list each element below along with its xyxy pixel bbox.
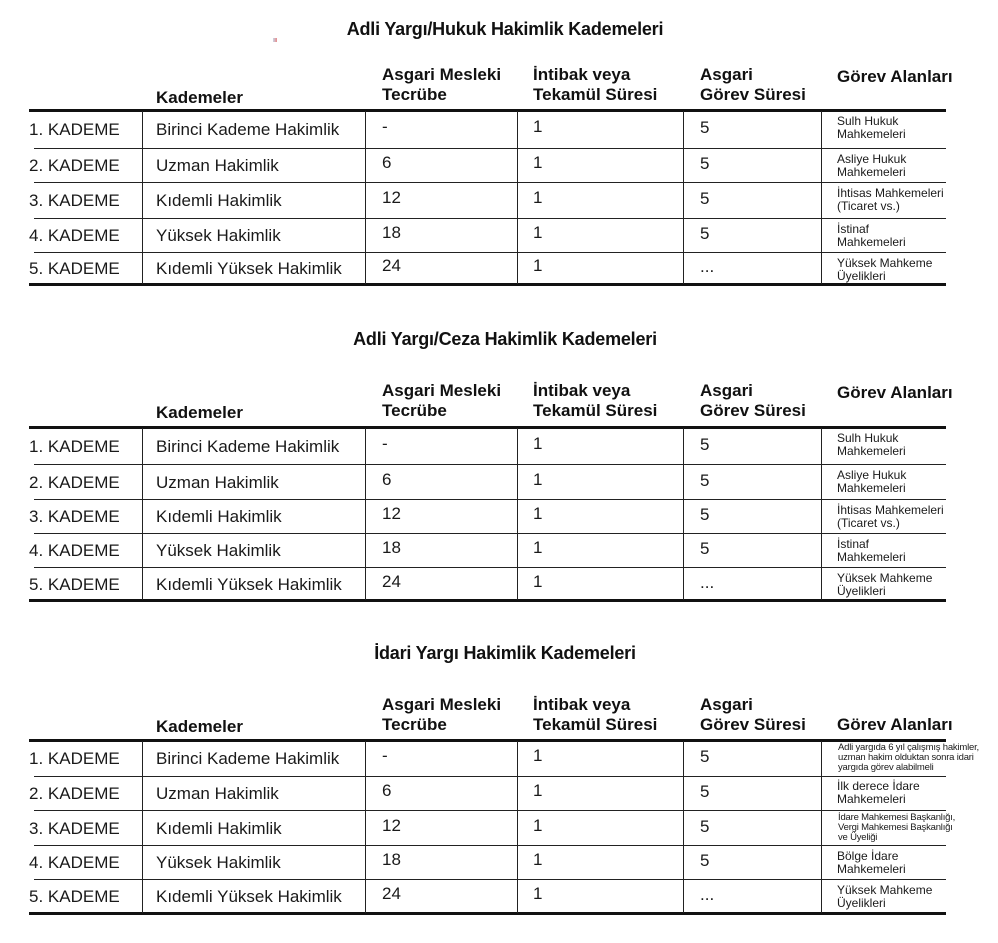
table-row — [29, 879, 946, 913]
cell-unvan: Yüksek Hakimlik — [156, 853, 281, 872]
cell-gorev-alani-line2: Mahkemeleri — [837, 235, 906, 249]
cell-intibak: 1 — [533, 746, 543, 765]
header-intibak-line1: İntibak veya — [533, 65, 631, 84]
header-gorev-suresi-line1: Asgari — [700, 695, 753, 714]
row-divider — [34, 776, 946, 777]
header-gorev-suresi-line2: Görev Süresi — [700, 715, 806, 734]
row-divider — [34, 499, 946, 500]
table-row — [29, 740, 979, 776]
cell-gorev-alani-line1: İstinaf — [837, 537, 870, 551]
cell-tecrube: - — [382, 117, 388, 136]
cell-intibak: 1 — [533, 470, 543, 489]
cell-gorev-alani-line2: (Ticaret vs.) — [837, 199, 900, 213]
cell-gorev-suresi: 5 — [700, 189, 710, 208]
cell-gorev-alani-line3: ve Üyeliği — [838, 832, 878, 843]
cell-gorev-alani-line1: Sulh Hukuk — [837, 114, 899, 128]
cell-intibak: 1 — [533, 117, 543, 136]
cell-unvan: Uzman Hakimlik — [156, 784, 279, 803]
cell-intibak: 1 — [533, 781, 543, 800]
table-row — [29, 182, 946, 218]
cell-gorev-suresi: ... — [700, 257, 715, 276]
section-title: Adli Yargı/Ceza Hakimlik Kademeleri — [353, 329, 657, 349]
kademe-table — [29, 110, 946, 287]
cell-kademe: 5. KADEME — [29, 259, 120, 278]
table-row — [29, 148, 946, 182]
kademe-table — [29, 740, 979, 916]
cell-gorev-suresi: 5 — [700, 224, 710, 243]
cell-gorev-alani-line1: Yüksek Mahkeme — [837, 883, 933, 897]
cell-gorev-alani-line1: İlk derece İdare — [837, 779, 920, 793]
cell-intibak: 1 — [533, 572, 543, 591]
row-divider — [34, 879, 946, 880]
cell-unvan: Kıdemli Hakimlik — [156, 507, 282, 526]
cell-gorev-alani-line2: Mahkemeleri — [837, 550, 906, 564]
header-intibak-line2: Tekamül Süresi — [533, 401, 658, 420]
cell-unvan: Uzman Hakimlik — [156, 156, 279, 175]
table-row — [29, 533, 946, 567]
header-gorev-suresi-line2: Görev Süresi — [700, 401, 806, 420]
cell-intibak: 1 — [533, 223, 543, 242]
table-row — [29, 810, 956, 845]
cell-unvan: Birinci Kademe Hakimlik — [156, 120, 340, 139]
cell-gorev-alani-line1: Sulh Hukuk — [837, 431, 899, 445]
cell-gorev-alani-line2: Mahkemeleri — [837, 127, 906, 141]
row-divider — [34, 464, 946, 465]
cell-gorev-alani-line2: Mahkemeleri — [837, 165, 906, 179]
section-title: Adli Yargı/Hukuk Hakimlik Kademeleri — [346, 19, 664, 39]
cell-gorev-alani-line2: Mahkemeleri — [837, 444, 906, 458]
cell-kademe: 2. KADEME — [29, 473, 120, 492]
cell-gorev-alani-line2: Üyelikleri — [837, 269, 886, 283]
cell-unvan: Yüksek Hakimlik — [156, 541, 281, 560]
row-divider — [34, 845, 946, 846]
cell-kademe: 5. KADEME — [29, 575, 120, 594]
header-kademeler: Kademeler — [156, 403, 243, 422]
header-mesleki-line2: Tecrübe — [382, 715, 447, 734]
cell-tecrube: 6 — [382, 470, 392, 489]
cell-gorev-alani-line1: İhtisas Mahkemeleri — [837, 186, 944, 200]
cell-gorev-alani-line2: Mahkemeleri — [837, 792, 906, 806]
header-gorev-suresi-line2: Görev Süresi — [700, 85, 806, 104]
cell-gorev-suresi: 5 — [700, 435, 710, 454]
cell-gorev-alani-line2: (Ticaret vs.) — [837, 516, 900, 530]
cell-gorev-alani-line2: Mahkemeleri — [837, 862, 906, 876]
header-mesleki-line1: Asgari Mesleki — [382, 381, 502, 400]
header-mesleki-line1: Asgari Mesleki — [382, 695, 502, 714]
row-divider — [34, 182, 946, 183]
cell-intibak: 1 — [533, 504, 543, 523]
cell-intibak: 1 — [533, 816, 543, 835]
header-kademeler: Kademeler — [156, 717, 243, 736]
cell-tecrube: 24 — [382, 256, 401, 275]
cell-gorev-alani-line2: Vergi Mahkemesi Başkanlığı — [838, 822, 953, 833]
cell-gorev-suresi: 5 — [700, 782, 710, 801]
cell-gorev-suresi: 5 — [700, 505, 710, 524]
cell-unvan: Kıdemli Yüksek Hakimlik — [156, 259, 342, 278]
cell-gorev-alani-line2: uzman hakim olduktan sonra idari — [838, 752, 974, 763]
cell-gorev-alani-line2: Üyelikleri — [837, 584, 886, 598]
header-gorev-suresi-line1: Asgari — [700, 381, 753, 400]
cell-intibak: 1 — [533, 188, 543, 207]
header-kademeler: Kademeler — [156, 88, 243, 107]
header-mesleki-line1: Asgari Mesleki — [382, 65, 502, 84]
row-divider — [34, 567, 946, 568]
cell-kademe: 3. KADEME — [29, 819, 120, 838]
table-row — [29, 252, 946, 284]
cell-gorev-suresi: 5 — [700, 539, 710, 558]
cell-kademe: 5. KADEME — [29, 887, 120, 906]
cell-unvan: Yüksek Hakimlik — [156, 226, 281, 245]
cell-tecrube: - — [382, 746, 388, 765]
cell-unvan: Kıdemli Yüksek Hakimlik — [156, 887, 342, 906]
cell-tecrube: 6 — [382, 153, 392, 172]
cell-gorev-suresi: 5 — [700, 817, 710, 836]
cell-tecrube: 24 — [382, 884, 401, 903]
cell-gorev-suresi: 5 — [700, 154, 710, 173]
header-gorev-alanlari: Görev Alanları — [837, 67, 953, 86]
table-row — [29, 427, 946, 464]
cell-gorev-alani-line2: Üyelikleri — [837, 896, 886, 910]
cell-intibak: 1 — [533, 256, 543, 275]
table-row — [29, 464, 946, 499]
cell-intibak: 1 — [533, 850, 543, 869]
cell-tecrube: 6 — [382, 781, 392, 800]
cell-gorev-alani-line1: Yüksek Mahkeme — [837, 256, 933, 270]
cell-gorev-alani-line1: Yüksek Mahkeme — [837, 571, 933, 585]
row-divider — [34, 148, 946, 149]
cell-intibak: 1 — [533, 434, 543, 453]
header-mesleki-line2: Tecrübe — [382, 401, 447, 420]
cell-gorev-suresi: 5 — [700, 851, 710, 870]
cell-unvan: Birinci Kademe Hakimlik — [156, 437, 340, 456]
cell-gorev-alani-line1: Asliye Hukuk — [837, 468, 907, 482]
cell-tecrube: 12 — [382, 816, 401, 835]
header-intibak-line1: İntibak veya — [533, 695, 631, 714]
cell-intibak: 1 — [533, 153, 543, 172]
cell-kademe: 3. KADEME — [29, 191, 120, 210]
cell-kademe: 1. KADEME — [29, 437, 120, 456]
section-title: İdari Yargı Hakimlik Kademeleri — [374, 643, 636, 663]
cell-kademe: 1. KADEME — [29, 749, 120, 768]
row-divider — [34, 533, 946, 534]
cell-gorev-alani-line1: Asliye Hukuk — [837, 152, 907, 166]
header-gorev-alanlari: Görev Alanları — [837, 383, 953, 402]
cell-unvan: Kıdemli Hakimlik — [156, 819, 282, 838]
row-divider — [34, 810, 946, 811]
cell-gorev-suresi: ... — [700, 573, 715, 592]
table-row — [29, 110, 946, 148]
cell-tecrube: 12 — [382, 504, 401, 523]
cell-gorev-alani-line1: İdare Mahkemesi Başkanlığı, — [838, 812, 956, 823]
cell-kademe: 2. KADEME — [29, 784, 120, 803]
cell-kademe: 4. KADEME — [29, 853, 120, 872]
cell-gorev-suresi: 5 — [700, 471, 710, 490]
cell-gorev-alani-line3: yargıda görev alabilmeli — [838, 762, 934, 773]
cell-gorev-alani-line1: İhtisas Mahkemeleri — [837, 503, 944, 517]
header-intibak-line1: İntibak veya — [533, 381, 631, 400]
table-row — [29, 499, 946, 533]
cell-unvan: Uzman Hakimlik — [156, 473, 279, 492]
table-row — [29, 776, 946, 810]
cell-gorev-alani-line1: Adli yargıda 6 yıl çalışmış hakimler, — [838, 742, 979, 753]
cell-gorev-alani-line2: Mahkemeleri — [837, 481, 906, 495]
header-gorev-suresi-line1: Asgari — [700, 65, 753, 84]
cell-tecrube: 18 — [382, 538, 401, 557]
cell-kademe: 4. KADEME — [29, 541, 120, 560]
header-mesleki-line2: Tecrübe — [382, 85, 447, 104]
cell-intibak: 1 — [533, 538, 543, 557]
table-row — [29, 567, 946, 600]
row-divider — [34, 218, 946, 219]
cell-intibak: 1 — [533, 884, 543, 903]
cell-tecrube: - — [382, 434, 388, 453]
cell-gorev-alani-line1: İstinaf — [837, 222, 870, 236]
cell-tecrube: 12 — [382, 188, 401, 207]
row-divider — [34, 252, 946, 253]
cell-gorev-suresi: 5 — [700, 747, 710, 766]
cell-kademe: 1. KADEME — [29, 120, 120, 139]
cell-kademe: 4. KADEME — [29, 226, 120, 245]
table-row — [29, 845, 946, 879]
cell-tecrube: 24 — [382, 572, 401, 591]
cell-gorev-alani-line1: Bölge İdare — [837, 849, 899, 863]
header-intibak-line2: Tekamül Süresi — [533, 715, 658, 734]
kademe-table — [29, 427, 946, 603]
cell-kademe: 3. KADEME — [29, 507, 120, 526]
cell-unvan: Kıdemli Hakimlik — [156, 191, 282, 210]
cell-gorev-suresi: ... — [700, 885, 715, 904]
header-gorev-alanlari: Görev Alanları — [837, 715, 953, 734]
cell-unvan: Kıdemli Yüksek Hakimlik — [156, 575, 342, 594]
cell-kademe: 2. KADEME — [29, 156, 120, 175]
header-intibak-line2: Tekamül Süresi — [533, 85, 658, 104]
cell-tecrube: 18 — [382, 223, 401, 242]
table-row — [29, 218, 946, 252]
cell-tecrube: 18 — [382, 850, 401, 869]
cell-unvan: Birinci Kademe Hakimlik — [156, 749, 340, 768]
cell-gorev-suresi: 5 — [700, 118, 710, 137]
